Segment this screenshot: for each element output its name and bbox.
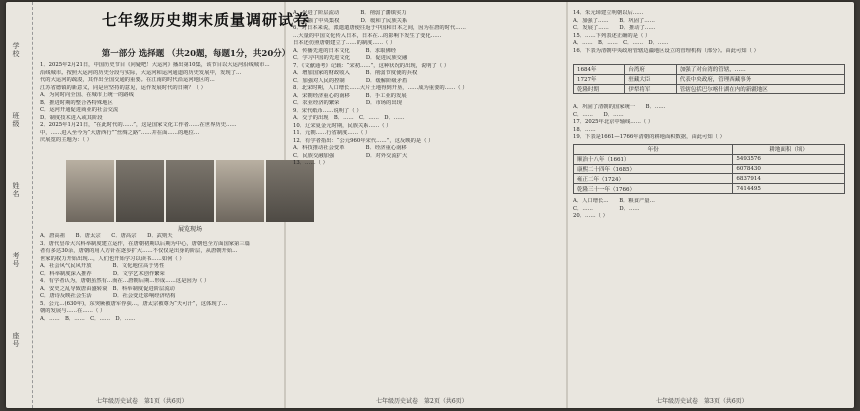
- question-line: C．唐诗反映社会生活 D．社会变迁影响经济结构: [40, 293, 176, 299]
- page-footer: 七年级历史试卷 第1页（共6页）: [96, 398, 188, 405]
- question-line: A．安史之乱导致唐由盛转衰 B．科举制度促进阶层流动: [40, 285, 175, 292]
- table-cell: 1727年: [574, 74, 625, 84]
- option-line: A．唐高祖 B．唐太宗 C．唐高宗 D．武则天: [40, 233, 173, 239]
- question-line: 9．宋代纸币……说明了（ ）: [293, 107, 362, 114]
- question-line: 世家的权力开始出现…，人们也开始学习以读书……如何（ ）: [40, 255, 185, 262]
- question-line: 7．《文献通考》记载：“宋初……”，这种状况的出现，说明了（ ）: [293, 62, 450, 69]
- exhibition-photo: [66, 160, 314, 222]
- section-heading: 第一部分 选择题 （共20题，每题1分，共20分）: [101, 49, 291, 59]
- table-row: [574, 154, 845, 164]
- question-line: A．人口增长… B．粮食产量…: [573, 198, 655, 204]
- question-line: 代的大运河的疏浚，其作出全国交通的重要。在江南的时代沿运河地区的…: [40, 77, 215, 83]
- question-line: 14．朱元璋建立明朝以后……: [573, 10, 644, 16]
- question-line: 者有多达30余，唐朝的用人方针在逐步扩大……不仅仅是出身的阶层，从唐朝开始…: [40, 248, 238, 254]
- binding-label: 考号: [12, 252, 20, 268]
- page-footer: 七年级历史试卷 第3页（共6页）: [656, 398, 748, 405]
- question-line: A．传播先进的日本文化 B．求取佛经: [293, 47, 397, 54]
- question-line: A．社会风气民风开放 B．文化地位高于男性: [40, 263, 165, 269]
- question-line: 6．对日本来说，派遣遣唐使往返于中国和日本之间，因为在唐的时代……: [293, 25, 466, 31]
- table-cell: 7414495: [733, 184, 845, 194]
- qing-admin-table: [573, 64, 845, 94]
- question-line: C．加强了中央集权 D．缓和了民族关系: [293, 17, 408, 24]
- exam-title: 七年级历史期末质量调研试卷: [101, 11, 310, 29]
- land-area-table: [573, 144, 845, 194]
- question-line: 20．……（ ）: [573, 213, 608, 219]
- question-line: 3．唐代皇帝大兴科举制度建立运作，在唐朝初期以后期为中心，唐朝也全方面国家第三篇: [40, 240, 250, 247]
- page1-column-lower: [40, 233, 278, 323]
- question-line: 5．公元…(630年)，东突厥被唐军俘获…，唐太宗被尊为“天可汗”，这体现了…: [40, 300, 228, 307]
- question-line: 1．2025年2月21日，中国历史节目《问疑吧！大运河》播出第10集，该节目以大运河沿线城市…: [40, 62, 270, 68]
- binding-label: 座号: [12, 332, 20, 348]
- question-line: C．加强对人民的控制 D．缓解阶级矛盾: [293, 77, 408, 84]
- table-header: 耕地面积（顷）: [733, 145, 845, 155]
- question-line: C．学习中国的先进文化 D．促进民族交融: [293, 55, 408, 61]
- question-line: A．为同时向全国、在城市上统一的路线: [40, 92, 134, 98]
- question-line: 中，……进入至今为“大唐西行”“丝绸之路”……并在面……的地位…: [40, 129, 200, 136]
- question-line: C．科举制度深入推荐 D．文学艺术创作繁荣: [40, 270, 165, 277]
- binding-label: 班级: [12, 112, 20, 128]
- question-line: C．运河开通促进商业的社会交流: [40, 107, 119, 113]
- table-cell: 5493576: [733, 154, 845, 164]
- table-cell: 1684年: [574, 65, 625, 75]
- table-cell: 加强了对台湾的管辖，……: [676, 65, 844, 75]
- question-line: C．…… D．……: [573, 111, 624, 118]
- question-line: A．促进了阶层流动 B．削弱了藩镇实力: [293, 10, 407, 16]
- table-cell: 康熙二十四年（1685）: [574, 164, 733, 174]
- page3-column: [573, 10, 845, 55]
- question-line: 日本还仿照唐朝建立了……的制度……（ ）: [293, 40, 396, 46]
- question-line: A．巩固了清朝的国家统一 B．……: [573, 104, 666, 110]
- question-line: A．加强了…… B．巩固了……: [573, 17, 655, 24]
- page3-column-mid: [573, 104, 845, 142]
- question-line: 朝的发展与……在……（ ）: [40, 308, 106, 314]
- table-row: [574, 184, 845, 194]
- page1-column: [40, 62, 278, 145]
- exam-sheet: [6, 2, 854, 408]
- question-line: A．…… B．…… C．…… D．……: [40, 315, 136, 322]
- question-line: 11．元朝……行省制度……（ ）: [293, 130, 371, 136]
- table-row: [574, 174, 845, 184]
- question-line: A．…… B．…… C．…… D．……: [573, 40, 669, 46]
- table-row: [574, 164, 845, 174]
- question-line: 8．北宋时期，人口增长……大片土地得到开垦，……成为重要的……（ ）: [293, 85, 468, 91]
- table-row: [574, 84, 845, 94]
- question-line: 15．……下列表述正确的是（ ）: [573, 32, 651, 39]
- table-row: [574, 65, 845, 75]
- question-line: 庆展览的主题为：（ ）: [40, 137, 93, 143]
- question-line: 沿线城市。按照大运河的历史分段与实际，大运河和运河通道的历史发展中，发现了…: [40, 69, 242, 76]
- table-cell: 雍正二年（1724）: [574, 174, 733, 184]
- question-line: C．民族交融加强 D．对外交流扩大: [293, 152, 408, 159]
- question-line: 10．辽宋夏金元时期，民族关系……（ ）: [293, 122, 392, 129]
- question-line: 16．下表为清朝中央政府管辖边疆地区设立的管理机构（部分）。由此可知（ ）: [573, 47, 759, 54]
- question-line: A．增加国家的财政收入 B．削弱节度使的兵权: [293, 70, 418, 76]
- photo-caption: 展览现场: [177, 226, 202, 233]
- page-fold: [566, 2, 568, 408]
- question-line: 19．下表是1661—1766年清朝的耕地面积数据，由此可知（ ）: [573, 134, 725, 140]
- question-line: 18．……: [573, 126, 596, 133]
- question-line: A．宋朝经济重心的南移 B．手工业的发展: [293, 92, 407, 99]
- question-line: 17．2025年北京中轴线……（ ）: [573, 119, 654, 125]
- question-line: A．科技推动社会变革 B．经济重心南移: [293, 145, 407, 151]
- binding-margin: [6, 2, 33, 408]
- question-line: 江苏省德镇的新意义，同是应坚持的意见，运作发展时代的日期？（ ）: [40, 84, 206, 91]
- question-line: …大量的中国文化传入日本，日本在…的影响下发生了变化……: [293, 32, 442, 39]
- table-cell: 驻藏大臣: [625, 74, 676, 84]
- question-line: C．农业经济的繁荣 D．市场的出现: [293, 100, 402, 106]
- table-cell: 台湾府: [625, 65, 676, 75]
- table-header-row: [574, 145, 845, 155]
- table-cell: 乾隆时期: [574, 84, 625, 94]
- question-line: 13．……（ ）: [293, 160, 328, 166]
- table-cell: 管辖包括巴尔喀什湖在内的新疆地区: [676, 84, 844, 94]
- question-line: B．推进时期的整合各特殊地区: [40, 99, 113, 106]
- binding-label: 学校: [12, 42, 20, 58]
- question-line: 2．2025年1月21日，“在此时代的……”，这是国家文化工作者……在世界历史……: [40, 122, 237, 128]
- question-line: 12．有学者指出：“公元960年宋代……”，这反映的是（ ）: [293, 137, 434, 144]
- table-cell: 6078430: [733, 164, 845, 174]
- page3-column-lower: [573, 198, 845, 221]
- page2-column: [293, 10, 559, 168]
- table-cell: 代表中央政府，管理西藏事务: [676, 74, 844, 84]
- question-line: D．制度技术进入或其阶段: [40, 114, 103, 121]
- table-cell: 乾隆三十一年（1766）: [574, 184, 733, 194]
- question-line: 4．有学者认为，唐朝虽然有…而在…唐朝后期…形成……这是因为（ ）: [40, 278, 210, 284]
- table-row: [574, 74, 845, 84]
- table-cell: 6837914: [733, 174, 845, 184]
- question-line: C．…… D．……: [573, 205, 640, 212]
- binding-label: 姓名: [12, 182, 20, 198]
- table-cell: 伊犁将军: [625, 84, 676, 94]
- question-line: A．交子的出现 B．…… C．…… D．……: [293, 115, 405, 121]
- table-header: 年份: [574, 145, 733, 155]
- page-footer: 七年级历史试卷 第2页（共6页）: [376, 398, 468, 405]
- question-line: C．发展了…… D．推动了……: [573, 25, 656, 31]
- table-cell: 顺治十八年（1661）: [574, 154, 733, 164]
